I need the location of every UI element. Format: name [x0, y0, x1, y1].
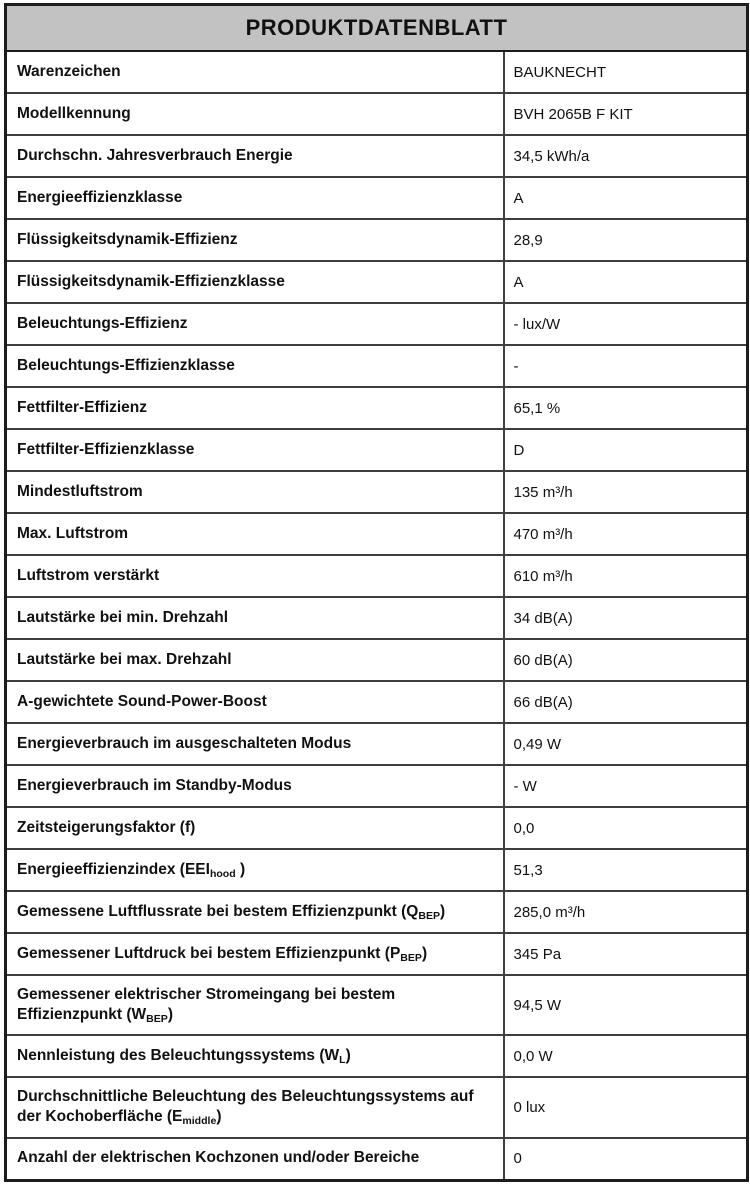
- row-label: Zeitsteigerungsfaktor (f): [6, 807, 504, 849]
- table-row: [6, 891, 748, 933]
- table-row: [6, 93, 748, 135]
- page-title: PRODUKTDATENBLATT: [6, 5, 748, 52]
- row-label: Warenzeichen: [6, 51, 504, 93]
- row-value: BAUKNECHT: [504, 51, 748, 93]
- table-row: [6, 555, 748, 597]
- row-value: 34,5 kWh/a: [504, 135, 748, 177]
- table-row: [6, 135, 748, 177]
- row-label: Luftstrom verstärkt: [6, 555, 504, 597]
- product-datasheet-table: [4, 3, 749, 1182]
- row-label: Durchschnittliche Beleuchtung des Beleuchtungssystems auf der Kochoberfläche $(E_{middle})$: [6, 1077, 504, 1137]
- table-row: [6, 471, 748, 513]
- row-value: 34 dB(A): [504, 597, 748, 639]
- subscript-text: BEP: [418, 909, 441, 922]
- row-value: -: [504, 345, 748, 387]
- table-row: [6, 177, 748, 219]
- row-value: 135 m³/h: [504, 471, 748, 513]
- row-label: Energieverbrauch im Standby-Modus: [6, 765, 504, 807]
- row-value: 0,49 W: [504, 723, 748, 765]
- table-row: [6, 1035, 748, 1077]
- subscript-text: hood: [209, 867, 236, 880]
- table-row: [6, 303, 748, 345]
- row-value: A: [504, 261, 748, 303]
- subscript-text: BEP: [146, 1013, 168, 1026]
- table-body: [6, 51, 748, 1180]
- row-label: Anzahl der elektrischen Kochzonen und/oder Bereiche: [6, 1138, 504, 1181]
- row-label: Gemessener Luftdruck bei bestem Effizienzpunkt $(P_{BEP})$: [6, 933, 504, 975]
- row-value: A: [504, 177, 748, 219]
- table-row: [6, 1138, 748, 1181]
- row-label: Flüssigkeitsdynamik-Effizienzklasse: [6, 261, 504, 303]
- row-label: Modellkennung: [6, 93, 504, 135]
- table-row: [6, 807, 748, 849]
- header-row: [6, 5, 748, 52]
- row-value: 51,3: [504, 849, 748, 891]
- row-value: 28,9: [504, 219, 748, 261]
- row-label: Energieeffizienzklasse: [6, 177, 504, 219]
- row-label: Fettfilter-Effizienzklasse: [6, 429, 504, 471]
- row-value: 610 m³/h: [504, 555, 748, 597]
- row-value: 94,5 W: [504, 975, 748, 1035]
- table-row: [6, 51, 748, 93]
- row-label: Gemessener elektrischer Stromeingang bei bestem Effizienzpunkt $(W_{BEP})$: [6, 975, 504, 1035]
- row-label: Mindestluftstrom: [6, 471, 504, 513]
- table-row: [6, 975, 748, 1035]
- table-row: [6, 765, 748, 807]
- table-row: [6, 849, 748, 891]
- table-row: [6, 933, 748, 975]
- table-row: [6, 219, 748, 261]
- table-row: [6, 513, 748, 555]
- row-value: D: [504, 429, 748, 471]
- row-value: 345 Pa: [504, 933, 748, 975]
- row-label: Flüssigkeitsdynamik-Effizienz: [6, 219, 504, 261]
- table-row: [6, 681, 748, 723]
- row-value: 65,1 %: [504, 387, 748, 429]
- row-label: Gemessene Luftflussrate bei bestem Effizienzpunkt $(Q_{BEP})$: [6, 891, 504, 933]
- row-label: Energieeffizienzindex ($EEI_{hood}$ ): [6, 849, 504, 891]
- row-label: Max. Luftstrom: [6, 513, 504, 555]
- row-label: Beleuchtungs-Effizienz: [6, 303, 504, 345]
- table-row: [6, 597, 748, 639]
- subscript-text: L: [339, 1054, 346, 1067]
- row-value: 0: [504, 1138, 748, 1181]
- row-value: 66 dB(A): [504, 681, 748, 723]
- subscript-text: middle: [182, 1115, 217, 1128]
- row-label: Durchschn. Jahresverbrauch Energie: [6, 135, 504, 177]
- table-row: [6, 723, 748, 765]
- row-label: A-gewichtete Sound-Power-Boost: [6, 681, 504, 723]
- row-value: 60 dB(A): [504, 639, 748, 681]
- table-row: [6, 639, 748, 681]
- row-label: Beleuchtungs-Effizienzklasse: [6, 345, 504, 387]
- row-value: 470 m³/h: [504, 513, 748, 555]
- subscript-text: BEP: [400, 951, 422, 964]
- row-value: - W: [504, 765, 748, 807]
- row-value: - lux/W: [504, 303, 748, 345]
- row-value: 0,0 W: [504, 1035, 748, 1077]
- row-label: Lautstärke bei min. Drehzahl: [6, 597, 504, 639]
- row-value: BVH 2065B F KIT: [504, 93, 748, 135]
- row-value: 285,0 m³/h: [504, 891, 748, 933]
- row-value: 0 lux: [504, 1077, 748, 1137]
- table-row: [6, 429, 748, 471]
- table-row: [6, 345, 748, 387]
- row-label: Energieverbrauch im ausgeschalteten Modus: [6, 723, 504, 765]
- table-row: [6, 387, 748, 429]
- row-label: Nennleistung des Beleuchtungssystems $(W_L)$: [6, 1035, 504, 1077]
- table-row: [6, 261, 748, 303]
- table-row: [6, 1077, 748, 1137]
- row-label: Lautstärke bei max. Drehzahl: [6, 639, 504, 681]
- row-value: 0,0: [504, 807, 748, 849]
- row-label: Fettfilter-Effizienz: [6, 387, 504, 429]
